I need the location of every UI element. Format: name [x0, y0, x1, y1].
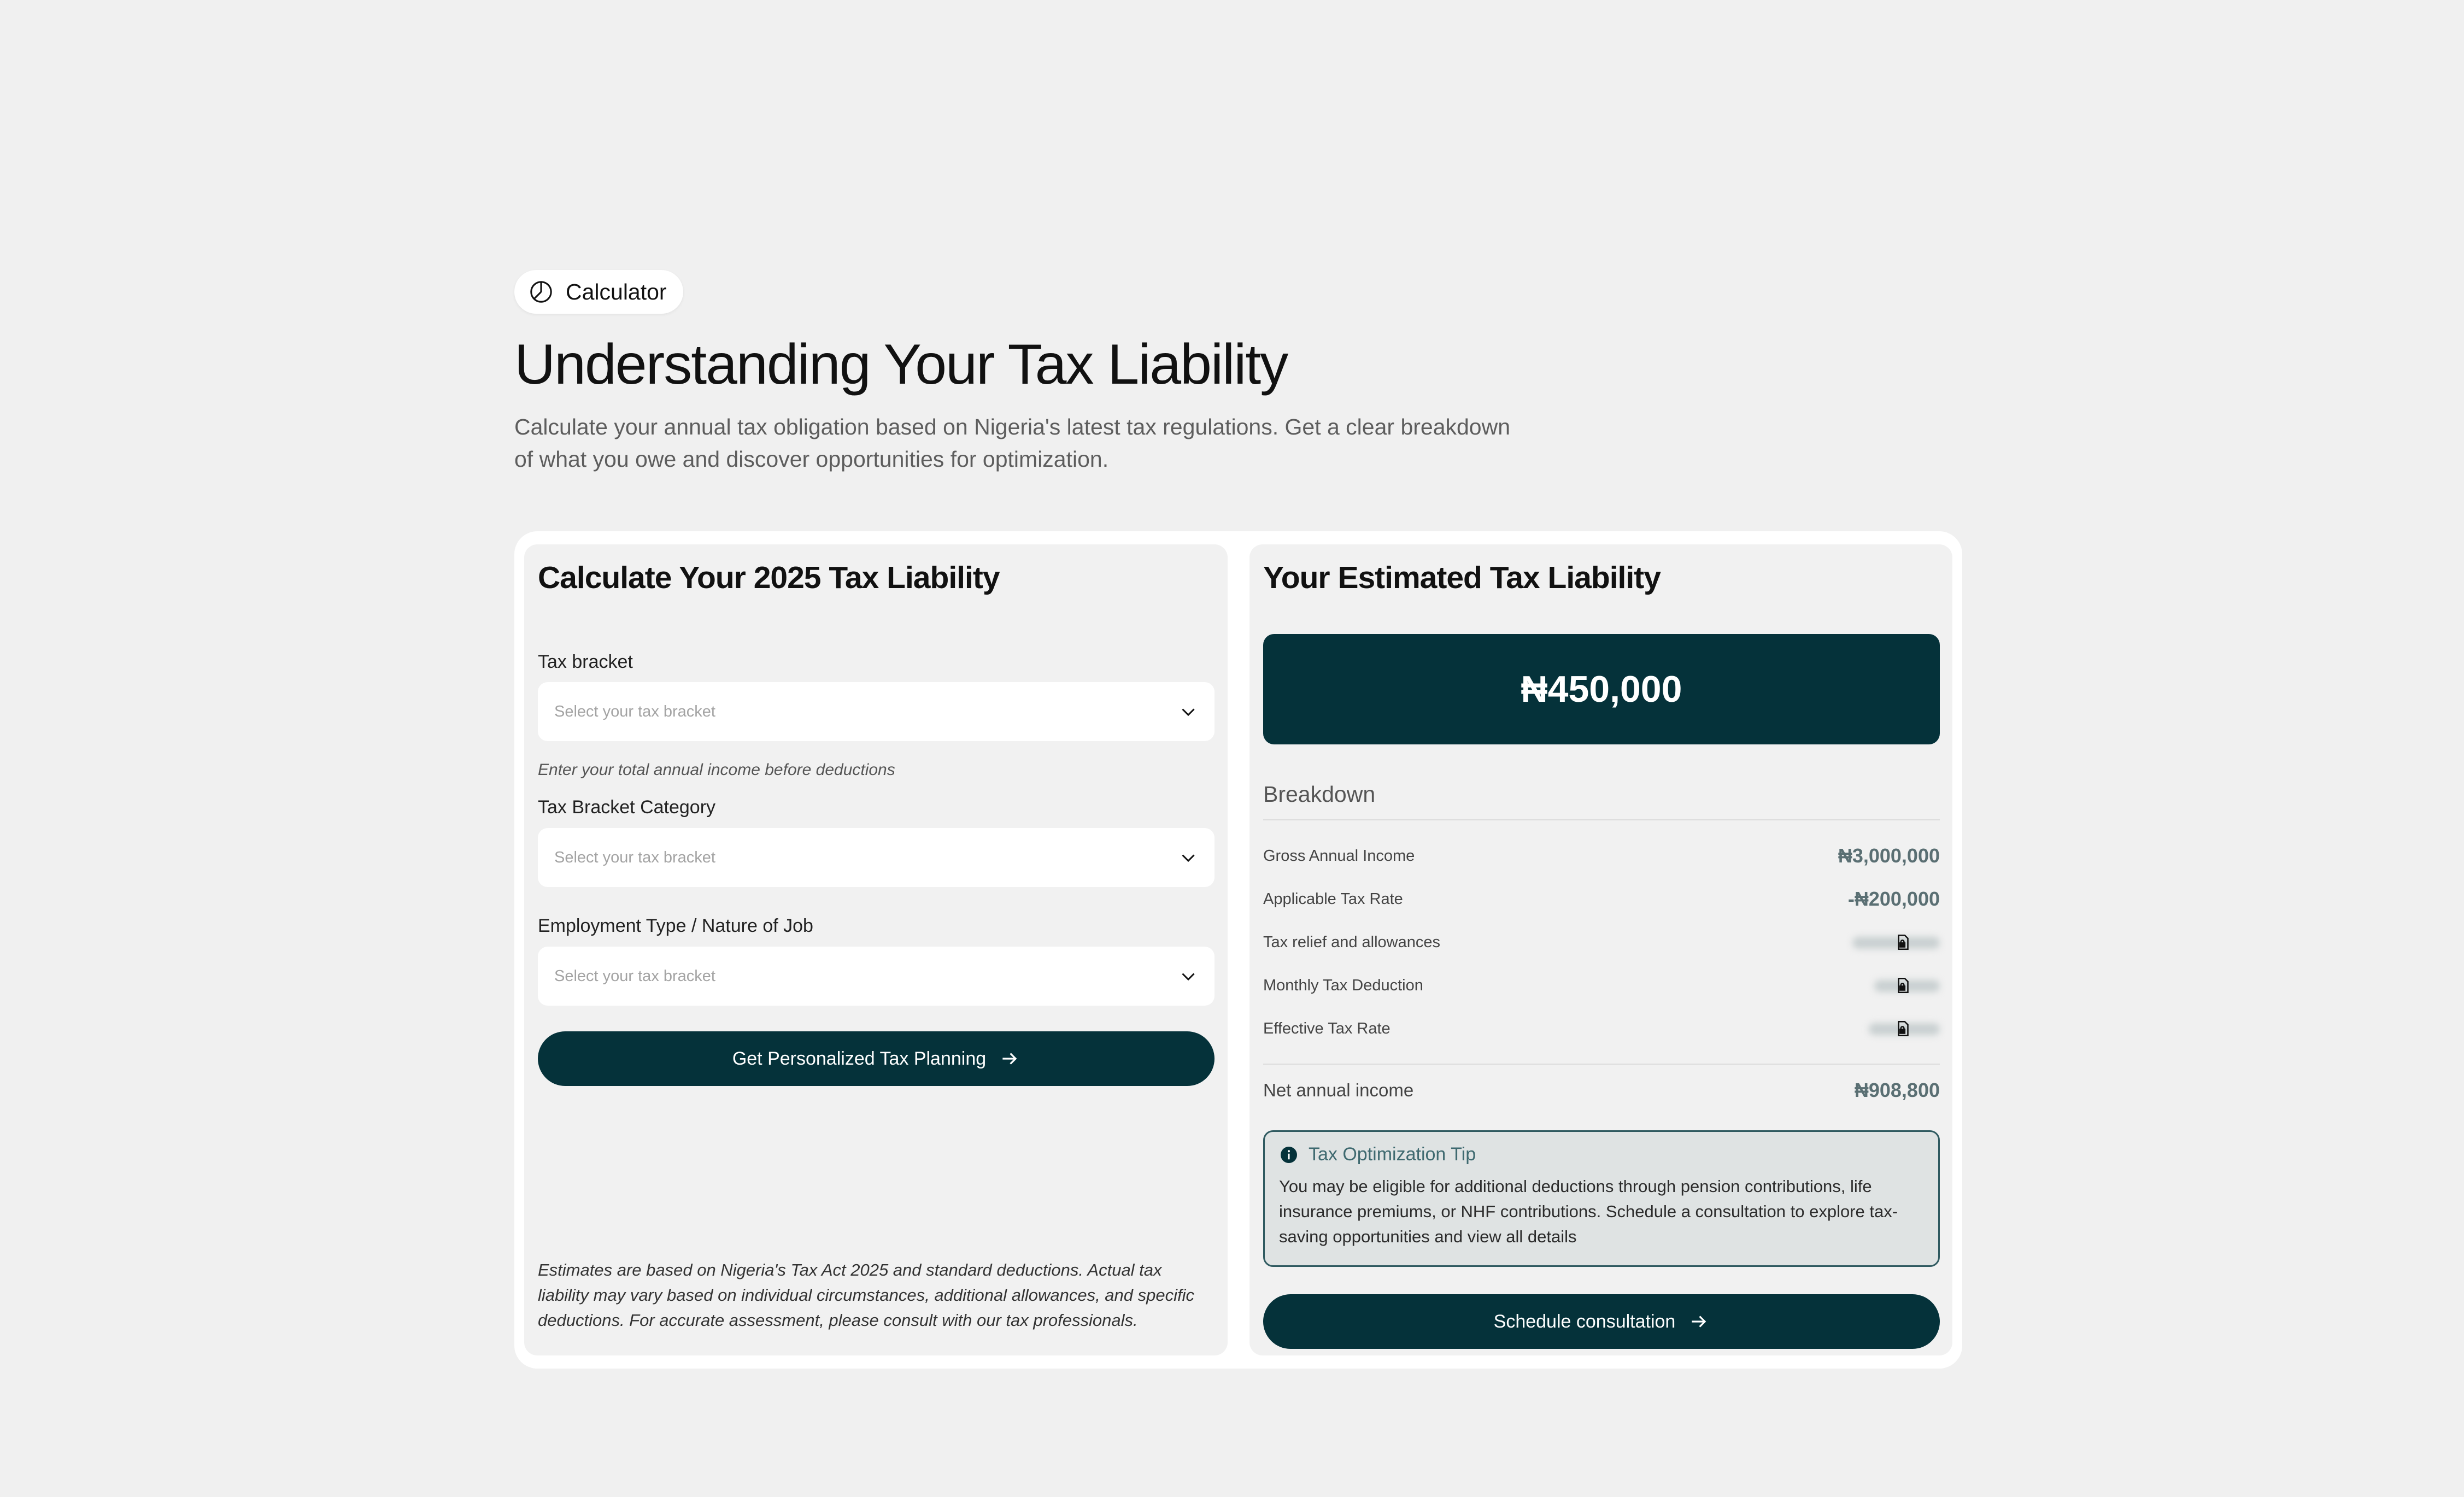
tax-bracket-category-label: Tax Bracket Category [538, 797, 716, 818]
employment-type-select[interactable] [538, 947, 1215, 1006]
chevron-down-icon [1178, 848, 1198, 867]
tax-bracket-help: Enter your total annual income before deductions [538, 761, 895, 779]
locked-document-icon [1894, 1019, 1912, 1038]
calculator-badge [514, 270, 683, 314]
info-icon [1279, 1145, 1299, 1165]
calculator-card [514, 531, 1962, 1369]
net-income-row [1263, 1077, 1940, 1104]
badge-label: Calculator [566, 279, 667, 304]
tip-header [1279, 1144, 1924, 1165]
row-label: Tax relief and allowances [1263, 933, 1441, 951]
result-panel [1249, 544, 1952, 1355]
locked-value[interactable] [1858, 1019, 1940, 1038]
schedule-consultation-label: Schedule consultation [1493, 1311, 1676, 1332]
net-income-label: Net annual income [1263, 1080, 1414, 1100]
row-label: Applicable Tax Rate [1263, 890, 1403, 908]
chevron-down-icon [1178, 702, 1198, 721]
tax-bracket-placeholder: Select your tax bracket [554, 702, 715, 720]
estimated-amount: ₦450,000 [1521, 668, 1682, 710]
tax-bracket-category-select[interactable] [538, 828, 1215, 887]
form-title: Calculate Your 2025 Tax Liability [538, 560, 1000, 595]
locked-document-icon [1894, 976, 1912, 995]
breakdown-row-effective-rate [1263, 1015, 1940, 1042]
breakdown-row-monthly-deduction [1263, 972, 1940, 999]
row-label: Monthly Tax Deduction [1263, 976, 1423, 994]
tax-bracket-select[interactable] [538, 682, 1215, 741]
estimated-amount-box [1263, 634, 1940, 744]
employment-type-label: Employment Type / Nature of Job [538, 915, 813, 936]
row-value: -₦200,000 [1847, 888, 1940, 910]
breakdown-row-gross-income [1263, 842, 1940, 870]
row-label: Gross Annual Income [1263, 847, 1415, 865]
row-label: Effective Tax Rate [1263, 1019, 1391, 1037]
pie-chart-icon [529, 279, 554, 304]
arrow-right-icon [999, 1048, 1020, 1069]
result-title: Your Estimated Tax Liability [1263, 560, 1661, 595]
row-value: ₦3,000,000 [1838, 844, 1940, 867]
get-tax-planning-button[interactable] [538, 1031, 1215, 1086]
locked-document-icon [1894, 933, 1912, 952]
divider [1263, 819, 1940, 820]
breakdown-title: Breakdown [1263, 782, 1376, 807]
tip-title: Tax Optimization Tip [1309, 1144, 1476, 1165]
form-panel [524, 544, 1228, 1355]
disclaimer-text: Estimates are based on Nigeria's Tax Act 2025 and standard deductions. Actual tax liability may vary based on individual circumstances, additional allowances, and specific deductions. For accurate assessment, please consult with our tax professionals. [538, 1260, 1194, 1330]
arrow-right-icon [1688, 1311, 1709, 1332]
tax-optimization-tip [1263, 1130, 1940, 1267]
divider [1263, 1064, 1940, 1065]
locked-value[interactable] [1858, 976, 1940, 995]
chevron-down-icon [1178, 966, 1198, 986]
schedule-consultation-button[interactable] [1263, 1294, 1940, 1349]
employment-type-placeholder: Select your tax bracket [554, 967, 715, 985]
tax-bracket-label: Tax bracket [538, 651, 633, 672]
tip-body: You may be eligible for additional deductions through pension contributions, life insurance premiums, or NHF contributions. Schedule a consultation to explore tax-saving opportunities and view all details [1279, 1177, 1898, 1246]
locked-value[interactable] [1858, 932, 1940, 952]
tax-bracket-category-placeholder: Select your tax bracket [554, 848, 715, 866]
breakdown-row-tax-relief [1263, 929, 1940, 956]
net-income-value: ₦908,800 [1854, 1079, 1940, 1101]
page-title: Understanding Your Tax Liability [514, 333, 1288, 396]
breakdown-row-tax-rate [1263, 885, 1940, 913]
page-subtitle: Calculate your annual tax obligation based on Nigeria's latest tax regulations. Get a clear breakdown of what you owe and discover opportunities for optimization. [514, 414, 1511, 472]
get-tax-planning-label: Get Personalized Tax Planning [732, 1048, 987, 1069]
